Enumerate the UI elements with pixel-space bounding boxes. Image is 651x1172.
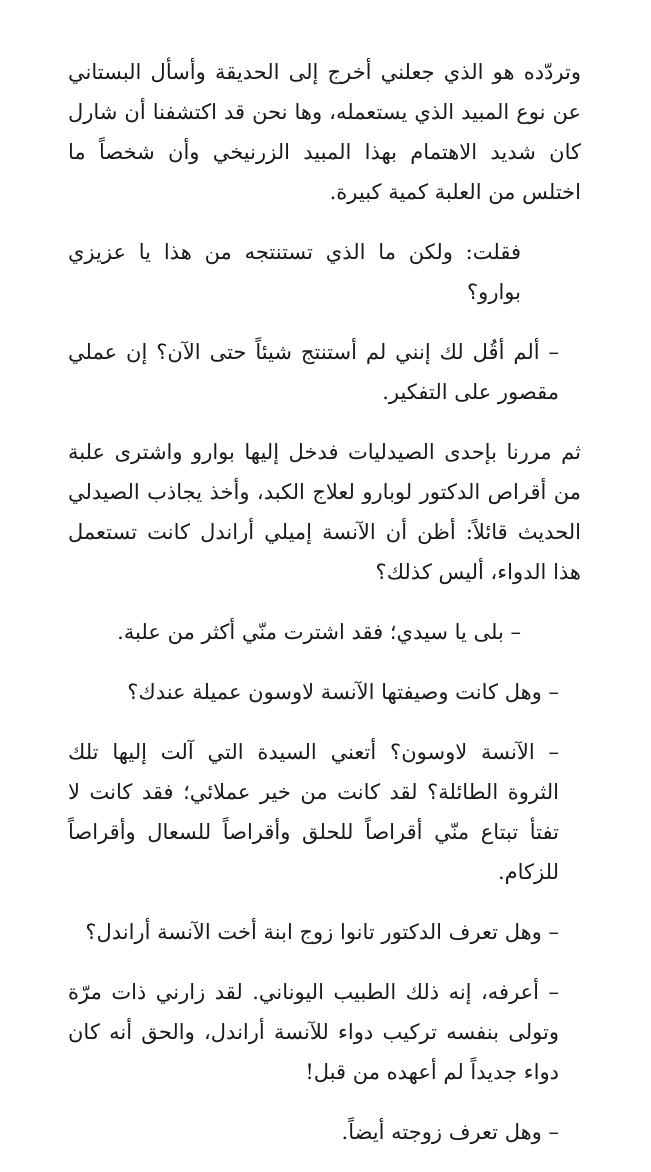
page-body — [68, 52, 581, 1172]
paragraph-3: – ألم أقُل لك إنني لم أستنتج شيئاً حتى الآن؟ إن عملي مقصور على التفكير. — [68, 340, 559, 404]
paragraph-1: وتردّده هو الذي جعلني أخرج إلى الحديقة وأسأل البستاني عن نوع المبيد الذي يستعمله، وها نحن قد اكتشفنا أن شارل كان شديد الاهتمام بهذا المبيد الزرنيخي وأن شخصاً ما اختلس من العلبة كمية كبيرة. — [68, 60, 581, 204]
paragraph-10: – وهل تعرف زوجته أيضاً. — [341, 1120, 559, 1144]
paragraph-8: – وهل تعرف الدكتور تانوا زوج ابنة أخت الآنسة أراندل؟ — [85, 920, 559, 944]
paragraph-7: – الآنسة لاوسون؟ أتعني السيدة التي آلت إليها تلك الثروة الطائلة؟ لقد كانت من خير عملائي؛ فقد كانت لا تفتأ تبتاع منّي أقراصاً للحلق وأقراصاً للسعال وأقراصاً للزكام. — [68, 740, 559, 884]
paragraph-5: – بلى يا سيدي؛ فقد اشترت منّي أكثر من علبة. — [117, 620, 521, 644]
paragraph-2: فقلت: ولكن ما الذي تستنتجه من هذا يا عزيزي بوارو؟ — [68, 240, 521, 304]
paragraph-4: ثم مررنا بإحدى الصيدليات فدخل إليها بوارو واشترى علبة من أقراص الدكتور لوبارو لعلاج الكبد، وأخذ يجاذب الصيدلي الحديث قائلاً: أظن أن الآنسة إميلي أراندل كانت تستعمل هذا الدواء، أليس كذلك؟ — [68, 440, 581, 584]
paragraph-9: – أعرفه، إنه ذلك الطبيب اليوناني. لقد زارني ذات مرّة وتولى بنفسه تركيب دواء للآنسة أراندل، والحق أنه كان دواء جديداً لم أعهده من قبل! — [68, 980, 559, 1084]
paragraph-6: – وهل كانت وصيفتها الآنسة لاوسون عميلة عندك؟ — [127, 680, 559, 704]
